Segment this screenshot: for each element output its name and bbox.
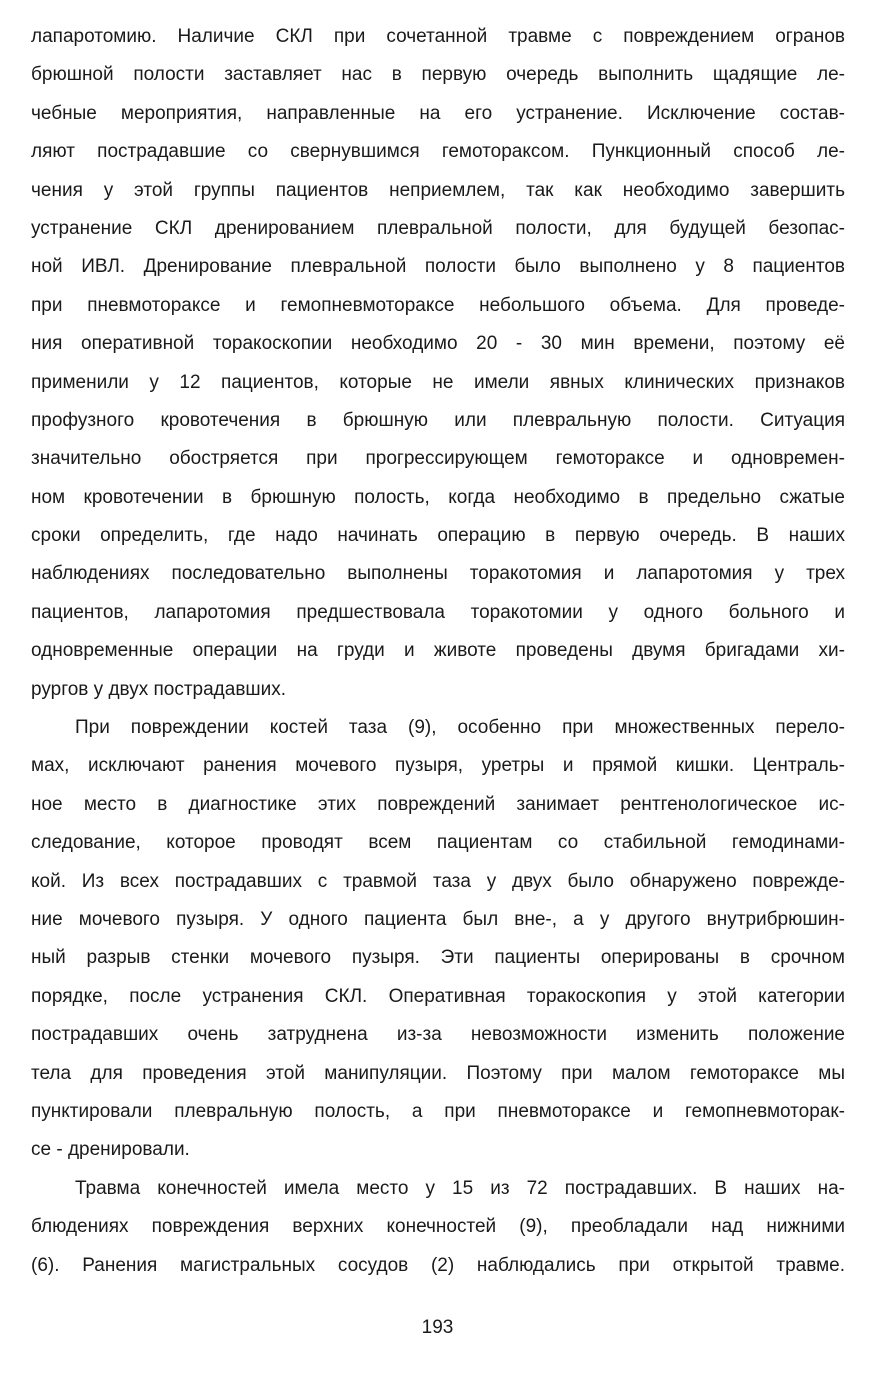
- text-line: ляют пострадавшие со свернувшимся гемотораксом. Пункционный способ ле-: [31, 141, 845, 163]
- text-line: лапаротомию. Наличие СКЛ при сочетанной травме с повреждением огранов: [31, 26, 845, 47]
- text-line: ный разрыв стенки мочевого пузыря. Эти пациенты оперированы в срочном: [31, 947, 845, 969]
- text-line: рургов у двух пострадавших.: [31, 678, 287, 700]
- text-line: пациентов, лапаротомия предшествовала торакотомии у одного больного и: [31, 601, 845, 623]
- text-line: порядке, после устранения СКЛ. Оперативная торакоскопия у этой категории: [31, 985, 845, 1007]
- text-line: устранение СКЛ дренированием плевральной полости, для будущей безопас-: [31, 217, 845, 239]
- text-line: наблюдениях последовательно выполнены торакотомия и лапаротомия у трех: [31, 563, 845, 585]
- text-line: мах, исключают ранения мочевого пузыря, уретры и прямой кишки. Централь-: [31, 755, 845, 777]
- body-text: [31, 18, 845, 1285]
- text-line: ном кровотечении в брюшную полость, когда необходимо в предельно сжатые: [31, 486, 845, 508]
- text-line: пунктировали плевральную полость, а при пневмотораксе и гемопневмоторак-: [31, 1100, 845, 1122]
- text-line: значительно обостряется при прогрессирующем гемотораксе и одновремен-: [31, 448, 845, 470]
- text-line: тела для проведения этой манипуляции. Поэтому при малом гемотораксе мы: [31, 1062, 845, 1084]
- text-line: кой. Из всех пострадавших с травмой таза у двух было обнаружено поврежде-: [31, 870, 845, 892]
- text-line: се - дренировали.: [31, 1139, 190, 1161]
- text-line: блюдениях повреждения верхних конечностей (9), преобладали над нижними: [31, 1216, 845, 1238]
- paragraph: [31, 18, 845, 709]
- text-line: брюшной полости заставляет нас в первую очередь выполнить щадящие ле-: [31, 64, 845, 86]
- text-line: ния оперативной торакоскопии необходимо 20 - 30 мин времени, поэтому её: [31, 333, 845, 355]
- text-line: чебные мероприятия, направленные на его устранение. Исключение состав-: [31, 102, 845, 124]
- text-line: чения у этой группы пациентов неприемлем, так как необходимо завершить: [31, 179, 845, 201]
- text-line: при пневмотораксе и гемопневмотораксе небольшого объема. Для проведе-: [31, 294, 845, 316]
- text-line: ное место в диагностике этих повреждений занимает рентгенологическое ис-: [31, 793, 845, 815]
- text-line: одновременные операции на груди и животе проведены двумя бригадами хи-: [31, 640, 845, 662]
- text-line: сроки определить, где надо начинать операцию в первую очередь. В наших: [31, 525, 845, 547]
- paragraph: [31, 1170, 845, 1285]
- text-line: применили у 12 пациентов, которые не имели явных клинических признаков: [31, 371, 845, 393]
- text-line: профузного кровотечения в брюшную или плевральную полости. Ситуация: [31, 409, 845, 431]
- text-line: Травма конечностей имела место у 15 из 72 пострадавших. В наших на-: [75, 1177, 845, 1199]
- page-number: 193: [421, 1317, 454, 1338]
- text-line: При повреждении костей таза (9), особенно при множественных перело-: [75, 717, 845, 739]
- text-line: ние мочевого пузыря. У одного пациента был вне-, а у другого внутрибрюшин-: [31, 908, 845, 930]
- text-line: ной ИВЛ. Дренирование плевральной полости было выполнено у 8 пациентов: [31, 256, 845, 278]
- text-line: следование, которое проводят всем пациентам со стабильной гемодинами-: [31, 832, 845, 854]
- text-line: (6). Ранения магистральных сосудов (2) наблюдались при открытой травме.: [31, 1254, 845, 1276]
- text-line: пострадавших очень затруднена из-за невозможности изменить положение: [31, 1024, 845, 1046]
- paragraph: [31, 709, 845, 1170]
